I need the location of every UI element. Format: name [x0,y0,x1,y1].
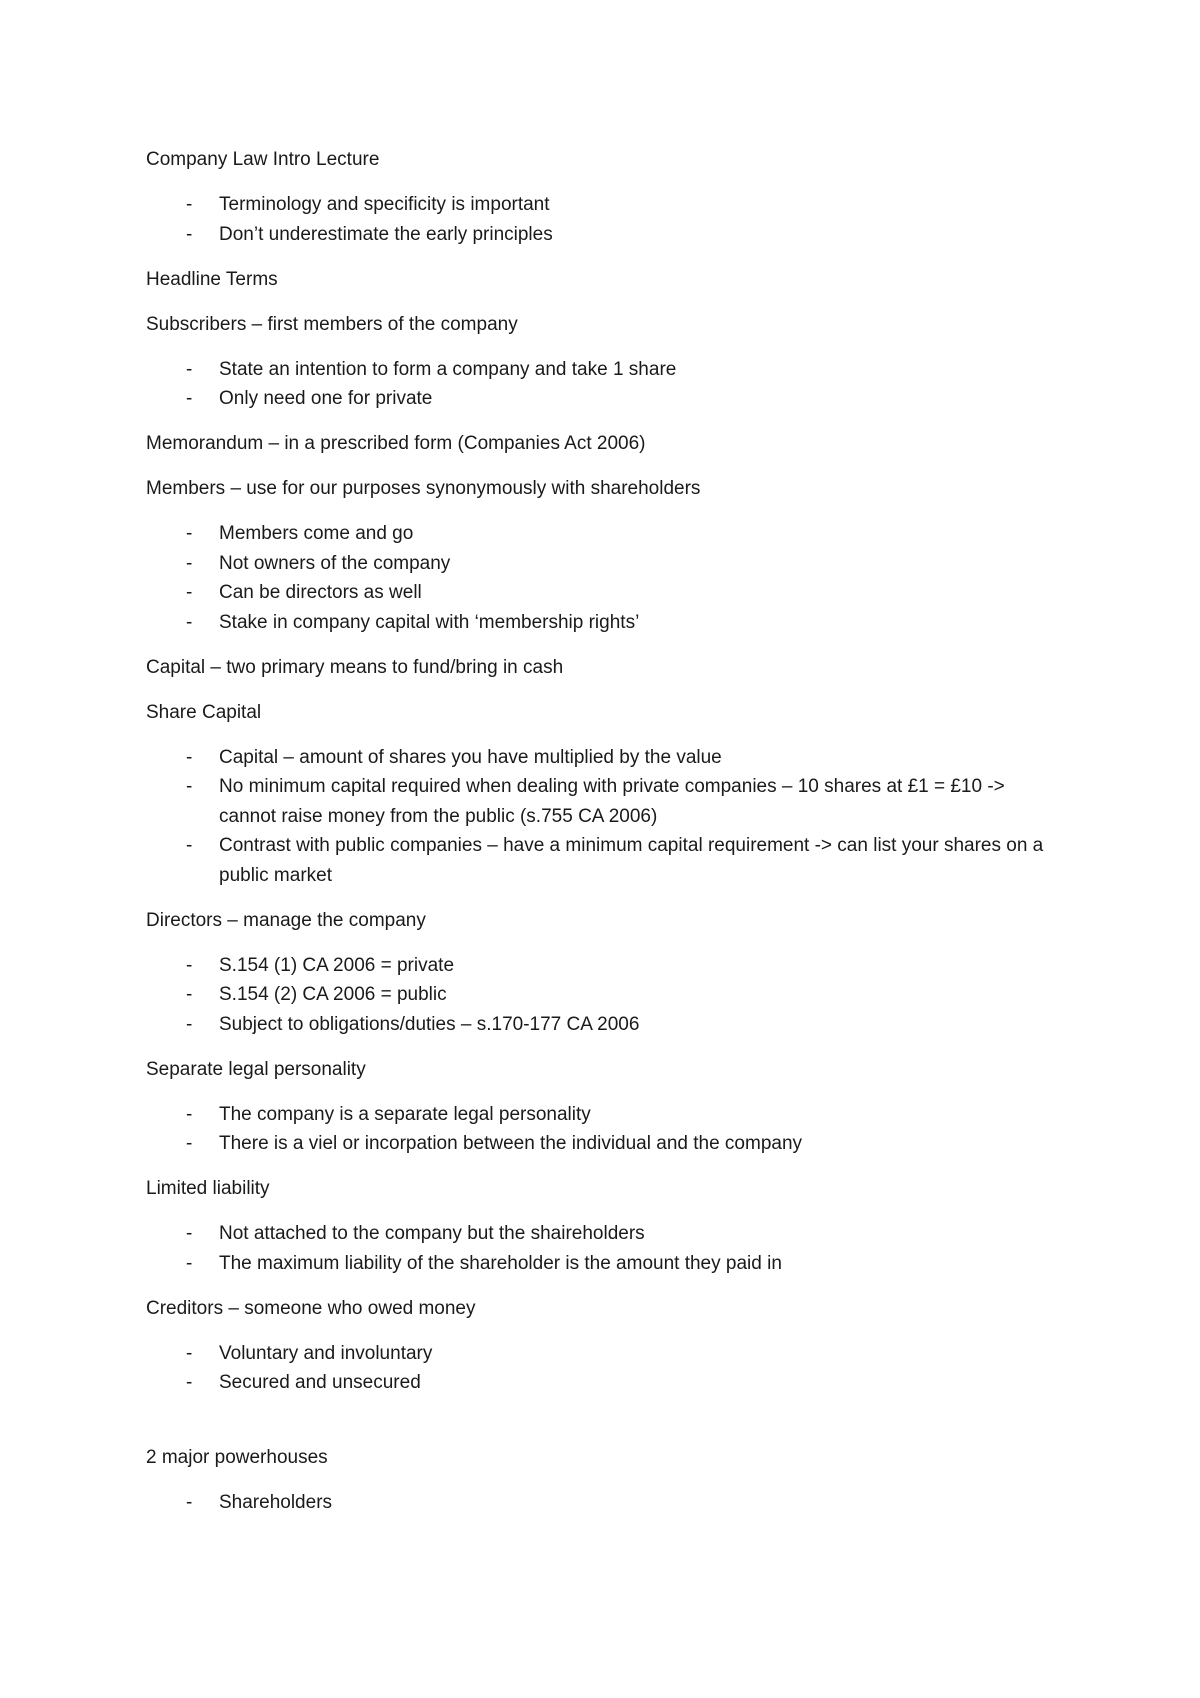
bullet-dash: - [186,611,193,633]
page-title: Company Law Intro Lecture [146,149,380,170]
bullet-dash: - [186,223,193,245]
section-heading-members: Members – use for our purposes synonymously with shareholders [146,478,701,499]
bullet-dash: - [186,194,193,215]
list-item [146,831,1066,890]
list-item [146,951,1066,981]
directors-list [146,951,1066,1040]
bullet-dash: - [186,1252,193,1274]
list-item [146,608,1066,638]
list-item-text: There is a viel or incorpation between the individual and the company [219,1133,803,1154]
section-heading-limited-liability: Limited liability [146,1178,270,1199]
list-item [146,772,1066,831]
section-heading-capital: Capital – two primary means to fund/bring in cash [146,656,564,678]
section-heading-powerhouses: 2 major powerhouses [146,1446,328,1468]
list-item-text: No minimum capital required when dealing with private companies – 10 shares at £1 = £10 -> cannot raise money from the public (s.755 CA 2006) [219,776,1005,827]
section-heading-separate-legal-personality: Separate legal personality [146,1058,366,1080]
list-item [146,1488,1066,1518]
bullet-dash: - [186,388,193,409]
bullet-dash: - [186,1223,193,1244]
list-item-text: Terminology and specificity is important [219,194,550,215]
list-item-text: Stake in company capital with ‘membership rights’ [219,611,640,633]
list-item [146,1100,1066,1130]
list-item [146,578,1066,608]
bullet-dash: - [186,1342,193,1364]
list-item-text: Capital – amount of shares you have multiplied by the value [219,746,722,768]
section-heading-creditors: Creditors – someone who owed money [146,1297,476,1319]
list-item-text: Don’t underestimate the early principles [219,223,553,245]
list-item [146,980,1066,1010]
powerhouses-list [146,1488,1066,1518]
bullet-dash: - [186,582,193,603]
list-item [146,519,1066,549]
bullet-dash: - [186,1103,193,1125]
list-item [146,1368,1066,1398]
bullet-dash: - [186,776,193,797]
list-item-text: Contrast with public companies – have a minimum capital requirement -> can list your shares on a public market [219,835,1044,886]
list-item-text: Not attached to the company but the shaireholders [219,1223,645,1244]
list-item [146,1010,1066,1040]
list-item-text: S.154 (2) CA 2006 = public [219,984,447,1005]
list-item-text: Members come and go [219,523,414,544]
section-heading-memorandum: Memorandum – in a prescribed form (Companies Act 2006) [146,433,646,454]
document-body [146,145,1066,1533]
bullet-dash: - [186,746,193,768]
list-item-text: Secured and unsecured [219,1372,421,1393]
list-item [146,1339,1066,1369]
list-item-text: Only need one for private [219,388,433,409]
list-item [146,549,1066,579]
bullet-dash: - [186,552,193,574]
list-item-text: The company is a separate legal personality [219,1103,591,1125]
bullet-dash: - [186,1133,193,1154]
bullet-dash: - [186,523,193,544]
limited-liability-list [146,1219,1066,1278]
separate-legal-personality-list [146,1100,1066,1159]
section-heading-share-capital: Share Capital [146,701,262,723]
share-capital-list [146,743,1066,891]
list-item-text: The maximum liability of the shareholder is the amount they paid in [219,1252,782,1274]
list-item [146,743,1066,773]
list-item-text: Voluntary and involuntary [219,1342,433,1364]
list-item [146,1249,1066,1279]
subscribers-list [146,355,1066,414]
section-heading-directors: Directors – manage the company [146,909,426,931]
bullet-dash: - [186,954,193,976]
list-item [146,355,1066,385]
list-item [146,384,1066,414]
bullet-dash: - [186,358,193,380]
bullet-dash: - [186,984,193,1005]
blank-line [146,1413,1066,1443]
bullet-dash: - [186,1491,193,1513]
list-item-text: State an intention to form a company and take 1 share [219,358,677,380]
list-item [146,220,1066,250]
section-heading-headline-terms: Headline Terms [146,268,278,290]
section-heading-subscribers: Subscribers – first members of the company [146,313,518,335]
intro-list [146,190,1066,249]
creditors-list [146,1339,1066,1398]
list-item [146,190,1066,220]
list-item-text: Can be directors as well [219,582,422,603]
list-item [146,1219,1066,1249]
list-item-text: Subject to obligations/duties – s.170-177 CA 2006 [219,1013,640,1035]
list-item [146,1129,1066,1159]
bullet-dash: - [186,1372,193,1393]
members-list [146,519,1066,637]
list-item-text: S.154 (1) CA 2006 = private [219,954,455,976]
list-item-text: Not owners of the company [219,552,451,574]
list-item-text: Shareholders [219,1491,333,1513]
bullet-dash: - [186,1013,193,1035]
bullet-dash: - [186,835,193,856]
